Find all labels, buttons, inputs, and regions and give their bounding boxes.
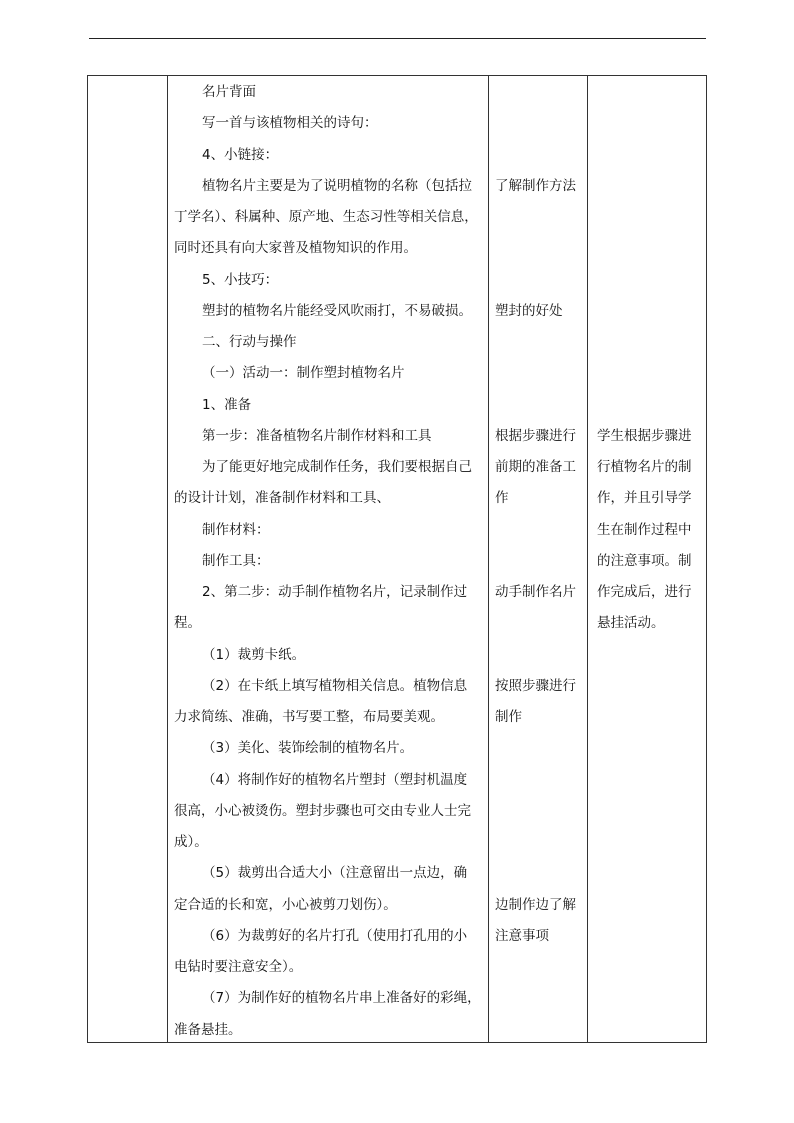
text-line: 学生根据步骤进 — [597, 428, 692, 444]
text-line: （一）活动一：制作塑封植物名片 — [202, 365, 405, 381]
text-line: 准备悬挂。 — [174, 1022, 242, 1038]
column-divider — [587, 76, 588, 1042]
text-line: 电钻时要注意安全）。 — [174, 959, 303, 975]
text-line: 塑封的植物名片能经受风吹雨打，不易破损。 — [202, 303, 472, 319]
text-line: 同时还具有向大家普及植物知识的作用。 — [174, 240, 417, 256]
text-line: 塑封的好处 — [495, 303, 563, 319]
text-line: 二、行动与操作 — [202, 334, 297, 350]
text-line: 作，并且引导学 — [597, 490, 692, 506]
text-line: 制作 — [495, 709, 522, 725]
text-line: 写一首与该植物相关的诗句： — [202, 115, 378, 131]
text-line: 名片背面 — [202, 84, 256, 100]
text-line: 注意事项 — [495, 928, 549, 944]
text-line: 第一步：准备植物名片制作材料和工具 — [202, 428, 432, 444]
text-line: （5）裁剪出合适大小（注意留出一点边，确 — [202, 865, 468, 881]
text-line: 前期的准备工 — [495, 459, 576, 475]
text-line: 制作材料： — [202, 522, 270, 538]
text-line: （3）美化、装饰绘制的植物名片。 — [202, 740, 414, 756]
text-line: 生在制作过程中 — [597, 522, 692, 538]
text-line: （6）为裁剪好的名片打孔（使用打孔用的小 — [202, 928, 468, 944]
text-line: 程。 — [174, 615, 201, 631]
text-line: （2）在卡纸上填写植物相关信息。植物信息 — [202, 678, 468, 694]
text-line: 悬挂活动。 — [597, 615, 665, 631]
text-line: 5、小技巧： — [202, 272, 279, 288]
text-line: 作完成后，进行 — [597, 584, 692, 600]
text-line: 的注意事项。制 — [597, 553, 692, 569]
text-line: 很高，小心被烫伤。塑封步骤也可交由专业人士完 — [174, 803, 471, 819]
text-line: 的设计计划，准备制作材料和工具、 — [174, 490, 390, 506]
lesson-table — [87, 75, 707, 1043]
text-line: 1、准备 — [202, 397, 252, 413]
text-line: 植物名片主要是为了说明植物的名称（包括拉 — [202, 178, 472, 194]
text-line: （7）为制作好的植物名片串上准备好的彩绳， — [202, 990, 481, 1006]
text-line: 力求简练、准确，书写要工整，布局要美观。 — [174, 709, 444, 725]
text-line: 动手制作名片 — [495, 584, 576, 600]
text-line: 定合适的长和宽，小心被剪刀划伤）。 — [174, 897, 397, 913]
column-divider — [488, 76, 489, 1042]
text-line: （4）将制作好的植物名片塑封（塑封机温度 — [202, 772, 468, 788]
text-line: 2、第二步：动手制作植物名片，记录制作过 — [202, 584, 468, 600]
text-line: 为了能更好地完成制作任务，我们要根据自己 — [202, 459, 472, 475]
text-line: 丁学名）、科属种、原产地、生态习性等相关信息， — [174, 209, 478, 225]
text-line: 4、小链接： — [202, 147, 279, 163]
text-line: 行植物名片的制 — [597, 459, 692, 475]
text-line: 制作工具： — [202, 553, 270, 569]
text-line: 了解制作方法 — [495, 178, 576, 194]
column-divider — [167, 76, 168, 1042]
text-line: 作 — [495, 490, 509, 506]
text-line: 成）。 — [174, 834, 208, 850]
header-rule — [89, 38, 706, 39]
text-line: （1）裁剪卡纸。 — [202, 647, 306, 663]
text-line: 边制作边了解 — [495, 897, 576, 913]
text-line: 按照步骤进行 — [495, 678, 576, 694]
text-line: 根据步骤进行 — [495, 428, 576, 444]
